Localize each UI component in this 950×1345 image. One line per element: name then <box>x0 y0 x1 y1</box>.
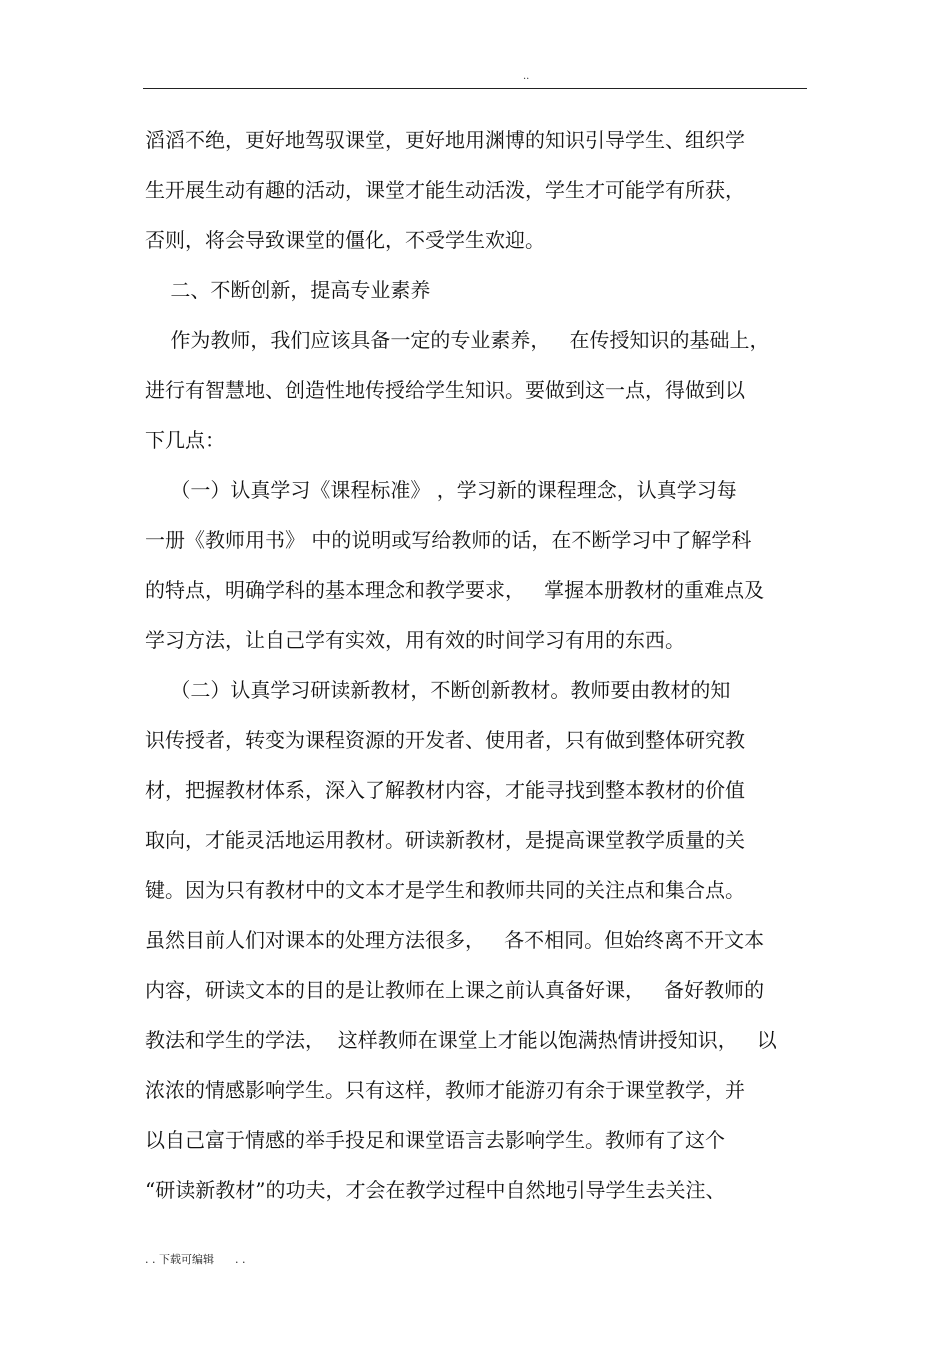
header-mark: .. <box>523 71 530 82</box>
text-line: 否则，将会导致课堂的僵化，不受学生欢迎。 <box>145 228 545 252</box>
text-line: 滔滔不绝，更好地驾驭课堂，更好地用渊博的知识引导学生、组织学 <box>145 128 745 152</box>
text-line: 键。因为只有教材中的文本才是学生和教师共同的关注点和集合点。 <box>145 878 745 902</box>
text-line: 以自己富于情感的举手投足和课堂语言去影响学生。教师有了这个 <box>145 1128 725 1152</box>
text-line: 识传授者，转变为课程资源的开发者、使用者，只有做到整体研究教 <box>145 728 745 752</box>
text-line: 学习方法，让自己学有实效，用有效的时间学习有用的东西。 <box>145 628 685 652</box>
text-line: （一）认真学习《课程标准》 ，学习新的课程理念，认真学习每 <box>145 478 737 502</box>
text-line: 作为教师，我们应该具备一定的专业素养， 在传授知识的基础上， <box>145 328 770 352</box>
text-line: 下几点： <box>145 428 225 452</box>
text-line: 生开展生动有趣的活动，课堂才能生动活泼，学生才可能学有所获， <box>145 178 745 202</box>
footer-text: . . 下载可编辑 . . <box>145 1253 246 1266</box>
header-rule <box>143 88 807 89</box>
text-line: 进行有智慧地、创造性地传授给学生知识。要做到这一点，得做到以 <box>145 378 745 402</box>
text-line: 虽然目前人们对课本的处理方法很多， 各不相同。但始终离不开文本 <box>145 928 765 952</box>
text-line: 取向，才能灵活地运用教材。研读新教材，是提高课堂教学质量的关 <box>145 828 745 852</box>
text-line: 教法和学生的学法， 这样教师在课堂上才能以饱满热情讲授知识， 以 <box>145 1028 777 1052</box>
text-line: “研读新教材”的功夫，才会在教学过程中自然地引导学生去关注、 <box>145 1178 726 1202</box>
section-heading: 二、不断创新，提高专业素养 <box>145 278 431 302</box>
text-line: （二）认真学习研读新教材，不断创新教材。教师要由教材的知 <box>145 678 731 702</box>
text-line: 内容，研读文本的目的是让教师在上课之前认真备好课， 备好教师的 <box>145 978 765 1002</box>
text-line: 一册《教师用书》 中的说明或写给教师的话，在不断学习中了解学科 <box>145 528 752 552</box>
text-line: 的特点，明确学科的基本理念和教学要求， 掌握本册教材的重难点及 <box>145 578 765 602</box>
text-line: 材，把握教材体系，深入了解教材内容，才能寻找到整本教材的价值 <box>145 778 745 802</box>
text-line: 浓浓的情感影响学生。只有这样，教师才能游刃有余于课堂教学，并 <box>145 1078 745 1102</box>
